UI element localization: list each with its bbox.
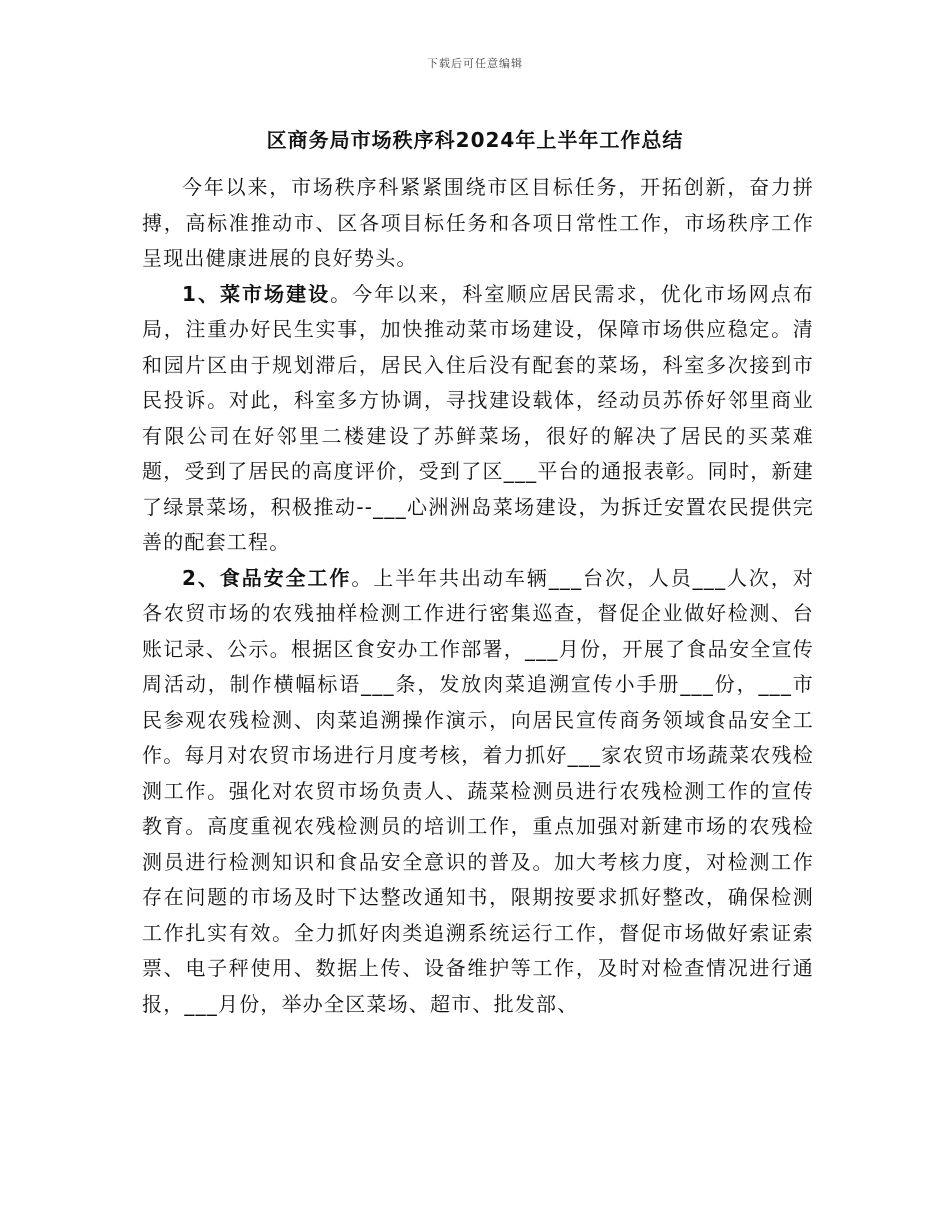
paragraph-food-safety-heading: 2、食品安全工作 <box>182 565 352 590</box>
header-note: 下载后可任意编辑 <box>427 57 523 70</box>
document-body <box>142 170 814 1022</box>
paragraph-market-construction-text: 。今年以来，科室顺应居民需求，优化市场网点布局，注重办好民生实事，加快推动菜市场建设，保障市场供应稳定。清和园片区由于规划滞后，居民入住后没有配套的菜场，科室多次接到市民投诉。对此，科室多方协调，寻找建设载体，经动员苏侨好邻里商业有限公司在好邻里二楼建设了苏鲜菜场，很好的解决了居民的买菜难题，受到了居民的高度评价，受到了区___平台的通报表彰。同时，新建了绿景菜场，积极推动--___心洲洲岛菜场建设，为拆迁安置农民提供完善的配套工程。 <box>142 281 814 554</box>
paragraph-food-safety <box>142 561 814 1023</box>
paragraph-market-construction <box>142 277 814 561</box>
paragraph-intro <box>142 170 814 277</box>
paragraph-market-construction-heading: 1、菜市场建设 <box>182 281 331 306</box>
document-title: 区商务局市场秩序科2024年上半年工作总结 <box>266 128 684 152</box>
paragraph-food-safety-text: 。上半年共出动车辆___台次，人员___人次，对各农贸市场的农残抽样检测工作进行密集巡查，督促企业做好检测、台账记录、公示。根据区食安办工作部署，___月份，开展了食品安全宣传周活动，制作横幅标语___条，发放肉菜追溯宣传小手册___份，___市民参观农残检测、肉菜追溯操作演示，向居民宣传商务领域食品安全工作。每月对农贸市场进行月度考核，着力抓好___家农贸市场蔬菜农残检测工作。强化对农贸市场负责人、蔬菜检测员进行农残检测工作的宣传教育。高度重视农残检测员的培训工作，重点加强对新建市场的农残检测员进行检测知识和食品安全意识的普及。加大考核力度，对检测工作存在问题的市场及时下达整改通知书，限期按要求抓好整改，确保检测工作扎实有效。全力抓好肉类追溯系统运行工作，督促市场做好索证索票、电子秤使用、数据上传、设备维护等工作，及时对检查情况进行通报，___月份，举办全区菜场、超市、批发部、 <box>142 565 814 1016</box>
paragraph-intro-text: 今年以来，市场秩序科紧紧围绕市区目标任务，开拓创新，奋力拼搏，高标准推动市、区各项目标任务和各项日常性工作，市场秩序工作呈现出健康进展的良好势头。 <box>142 175 814 270</box>
